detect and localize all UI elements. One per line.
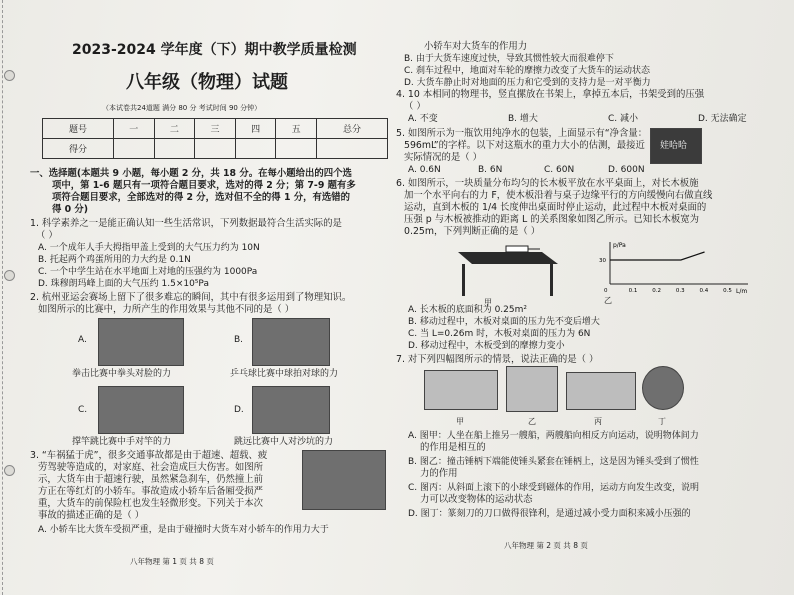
q2-caption-b: 乒乓球比赛中球拍对球的力: [230, 369, 339, 379]
page-footer-left: 八年物理 第 1 页 共 8 页: [130, 557, 214, 566]
bottle-label: 娃哈哈: [660, 141, 688, 151]
q5-option-a[interactable]: A. 0.6N: [408, 165, 441, 175]
binding-hole: [4, 70, 15, 81]
page-footer-right: 八年物理 第 2 页 共 8 页: [504, 541, 588, 550]
q4-option-a[interactable]: A. 不变: [408, 114, 438, 124]
score-cell[interactable]: [316, 139, 387, 159]
table-board-figure: [452, 238, 564, 298]
exam-info: （本试卷共24道题 满分 80 分 考试时间 90 分钟）: [102, 104, 262, 112]
q3-stem: 事故的描述正确的是（ ）: [38, 510, 145, 521]
long-jump-photo: [252, 386, 330, 434]
q7-option-a-cont: 的作用是相互的: [420, 442, 486, 453]
exam-subtitle: 八年级（物理）试题: [126, 72, 288, 93]
score-cell[interactable]: [276, 139, 317, 159]
x-tick-label: 0.2: [652, 288, 662, 294]
score-row-label: 得分: [43, 139, 114, 159]
q6-stem: 6. 如图所示，一块质量分布均匀的长木板平放在水平桌面上，对长木板施: [396, 178, 699, 189]
pole-vault-photo: [98, 386, 184, 434]
q3-option-c[interactable]: C. 刹车过程中，地面对车轮的摩擦力改变了大货车的运动状态: [404, 66, 651, 76]
fig-label-ding: 丁: [658, 417, 666, 426]
q1-option-a[interactable]: A. 一个成年人手大拇指甲盖上受到的大气压力约为 10N: [38, 243, 260, 253]
score-cell[interactable]: [235, 139, 276, 159]
q6-option-a[interactable]: A. 长木板的底面积为 0.25m²: [408, 305, 527, 315]
section1-title: 得 0 分): [52, 204, 89, 215]
section1-title: 项中，第 1-6 题只有一项符合题目要求，选对的得 2 分；第 7-9 题有多: [52, 180, 356, 191]
q3-stem: 方正在等红灯的小轿车。事故造成小轿车后备厢受损严: [38, 486, 264, 497]
score-table: [42, 118, 388, 159]
q7-stem: 7. 对下列四幅图所示的情景，说法正确的是（ ）: [396, 354, 599, 365]
score-header: 五: [276, 119, 317, 139]
q7-option-c[interactable]: C. 图丙：从斜面上滚下的小球受到磁体的作用，运动方向发生改变，说明: [408, 483, 700, 493]
q1-stem: 1. 科学素养之一是能正确认知一些生活常识，下列数据最符合生活实际的是: [30, 218, 342, 229]
q6-option-c[interactable]: C. 当 L=0.26m 时，木板对桌面的压力为 6N: [408, 329, 591, 339]
x-tick-label: 0.1: [628, 288, 638, 294]
q6-stem: 加一个水平向右的力 F，使木板沿着与桌子边缘平行的方向缓慢向右做直线: [404, 190, 713, 201]
hammer-figure: [506, 366, 558, 412]
table-tennis-photo: [252, 318, 330, 366]
q3-stem: 示，大货车由于超速行驶，虽然紧急刹车，仍然撞上前: [38, 474, 264, 485]
y-tick-label: 30: [599, 258, 606, 264]
q3-option-a-cont: 小轿车对大货车的作用力: [424, 41, 528, 52]
q6-stem: 压强 p 与木板被推动的距离 L 的关系图象如图乙所示。已知长木板宽为: [404, 214, 699, 225]
y-axis-label: p/Pa: [613, 242, 626, 249]
q6-stem: 运动，直到木板的 1/4 长度伸出桌面时停止运动，此过程中木板对桌面的: [404, 202, 707, 213]
section1-title: 一、选择题(本题共 9 小题，每小题 2 分，共 18 分。在每小题给出的四个选: [30, 168, 352, 179]
exam-title: 2023-2024 学年度（下）期中教学质量检测: [72, 42, 357, 58]
page-1: [22, 0, 388, 595]
score-header: 三: [195, 119, 236, 139]
q1-stem: （ ）: [36, 230, 58, 241]
q4-stem: 4. 10 本相同的物理书，竖直摞放在书架上，拿掉五本后，书架受到的压强: [396, 89, 705, 100]
q3-stem: 3. “车祸猛于虎”，很多交通事故都是由于超速、超载、疲: [30, 450, 268, 461]
q2-option-c[interactable]: C.: [78, 405, 88, 415]
q3-option-a[interactable]: A. 小轿车比大货车受损严重，是由于碰撞时大货车对小轿车的作用力大于: [38, 525, 329, 535]
pressure-chart: [590, 238, 766, 294]
page-2: [394, 0, 786, 595]
q3-stem: 重，大货车的前保险杠也发生轻微形变。下列关于本次: [38, 498, 264, 509]
q5-option-b[interactable]: B. 6N: [478, 165, 503, 175]
q7-option-d[interactable]: D. 图丁：篆刻刀的刀口做得很锋利，是通过减小受力面积来减小压强的: [408, 509, 691, 519]
q1-option-b[interactable]: B. 托起两个鸡蛋所用的力大约是 0.1N: [38, 255, 191, 265]
q4-option-d[interactable]: D. 无法确定: [698, 114, 747, 124]
magnet-ball-figure: [566, 372, 636, 410]
fig-label-jia: 甲: [484, 298, 492, 307]
score-header: 总分: [316, 119, 387, 139]
water-bottle-photo: [650, 128, 702, 164]
score-cell[interactable]: [154, 139, 195, 159]
q6-option-b[interactable]: B. 移动过程中，木板对桌面的压力先不变后增大: [408, 317, 600, 327]
q2-option-a[interactable]: A.: [78, 335, 87, 345]
q6-stem: 0.25m，下列判断正确的是（ ）: [404, 226, 541, 237]
carving-knife-figure: [642, 366, 684, 410]
x-tick-label: 0.3: [675, 288, 685, 294]
q4-option-b[interactable]: B. 增大: [508, 114, 538, 124]
section1-title: 项符合题目要求，全部选对的得 2 分，选对但不全的得 1 分，有选错的: [52, 192, 350, 203]
score-cell[interactable]: [114, 139, 155, 159]
series-line: [610, 252, 705, 260]
score-header: 一: [114, 119, 155, 139]
q3-option-d[interactable]: D. 大货车静止时对地面的压力和它受到的支持力是一对平衡力: [404, 78, 651, 88]
fig-label-yi: 乙: [528, 417, 536, 426]
q6-option-d[interactable]: D. 移动过程中，木板受到的摩擦力变小: [408, 341, 565, 351]
binding-hole: [4, 465, 15, 476]
q3-option-b[interactable]: B. 由于大货车速度过快，导致其惯性较大而很难停下: [404, 54, 614, 64]
boats-figure: [424, 370, 498, 410]
q7-option-a[interactable]: A. 图甲：人坐在船上推另一艘船，两艘船向相反方向运动，说明物体间力: [408, 431, 699, 441]
fig-label-bing: 丙: [594, 417, 602, 426]
x-tick-label: 0.5: [723, 288, 732, 294]
q1-option-d[interactable]: D. 珠穆朗玛峰上面的大气压约 1.5×10⁵Pa: [38, 279, 209, 289]
q4-option-c[interactable]: C. 减小: [608, 114, 639, 124]
truck-accident-photo: [302, 450, 386, 510]
x-axis-label: L/m: [736, 288, 748, 294]
q2-stem: 如图所示的比赛中，力所产生的作用效果与其他不同的是（ ）: [38, 304, 295, 315]
q2-option-d[interactable]: D.: [234, 405, 244, 415]
score-header: 题号: [43, 119, 114, 139]
table-leg: [550, 264, 553, 296]
q2-stem: 2. 杭州亚运会赛场上留下了很多难忘的瞬间，其中有很多运用到了物理知识。: [30, 292, 352, 303]
score-row: [43, 139, 388, 159]
score-header: 四: [235, 119, 276, 139]
q2-option-b[interactable]: B.: [234, 335, 244, 345]
q5-stem: 5. 如图所示为一瓶饮用纯净水的包装，上面显示有“净含量：: [396, 128, 648, 139]
q2-caption-c: 撑竿跳比赛中手对竿的力: [72, 437, 172, 447]
binding-hole: [4, 270, 15, 281]
q7-option-b[interactable]: B. 图乙：撞击锤柄下端能使锤头紧套在锤柄上，这是因为锤头受到了惯性: [408, 457, 699, 467]
q2-caption-a: 拳击比赛中拳头对脸的力: [72, 369, 172, 379]
binding-line: [2, 0, 4, 595]
table-top: [458, 252, 558, 264]
q3-stem: 劳驾驶等造成的，对家庭、社会造成巨大伤害。如图所: [38, 462, 264, 473]
table-leg: [462, 264, 465, 296]
q5-stem: 实际情况的是（ ）: [404, 152, 482, 163]
fig-label-yi: 乙: [604, 296, 612, 305]
q4-stem: （ ）: [404, 101, 426, 112]
q7-option-c-cont: 力可以改变物体的运动状态: [420, 494, 533, 505]
origin-label: 0: [604, 288, 608, 294]
q5-option-c[interactable]: C. 60N: [544, 165, 575, 175]
q5-stem: 596mL”的字样。以下对这瓶水的重力大小的估测，最接近: [404, 140, 645, 151]
boxing-photo: [98, 318, 184, 366]
score-cell[interactable]: [195, 139, 236, 159]
q5-option-d[interactable]: D. 600N: [608, 165, 645, 175]
q7-option-b-cont: 力的作用: [420, 468, 458, 479]
q2-caption-d: 跳远比赛中人对沙坑的力: [234, 437, 334, 447]
score-header-row: [43, 119, 388, 139]
score-header: 二: [154, 119, 195, 139]
x-tick-label: 0.4: [699, 288, 709, 294]
wooden-board: [506, 246, 528, 252]
q1-option-c[interactable]: C. 一个中学生站在水平地面上对地的压强约为 1000Pa: [38, 267, 258, 277]
fig-label-jia: 甲: [456, 417, 464, 426]
